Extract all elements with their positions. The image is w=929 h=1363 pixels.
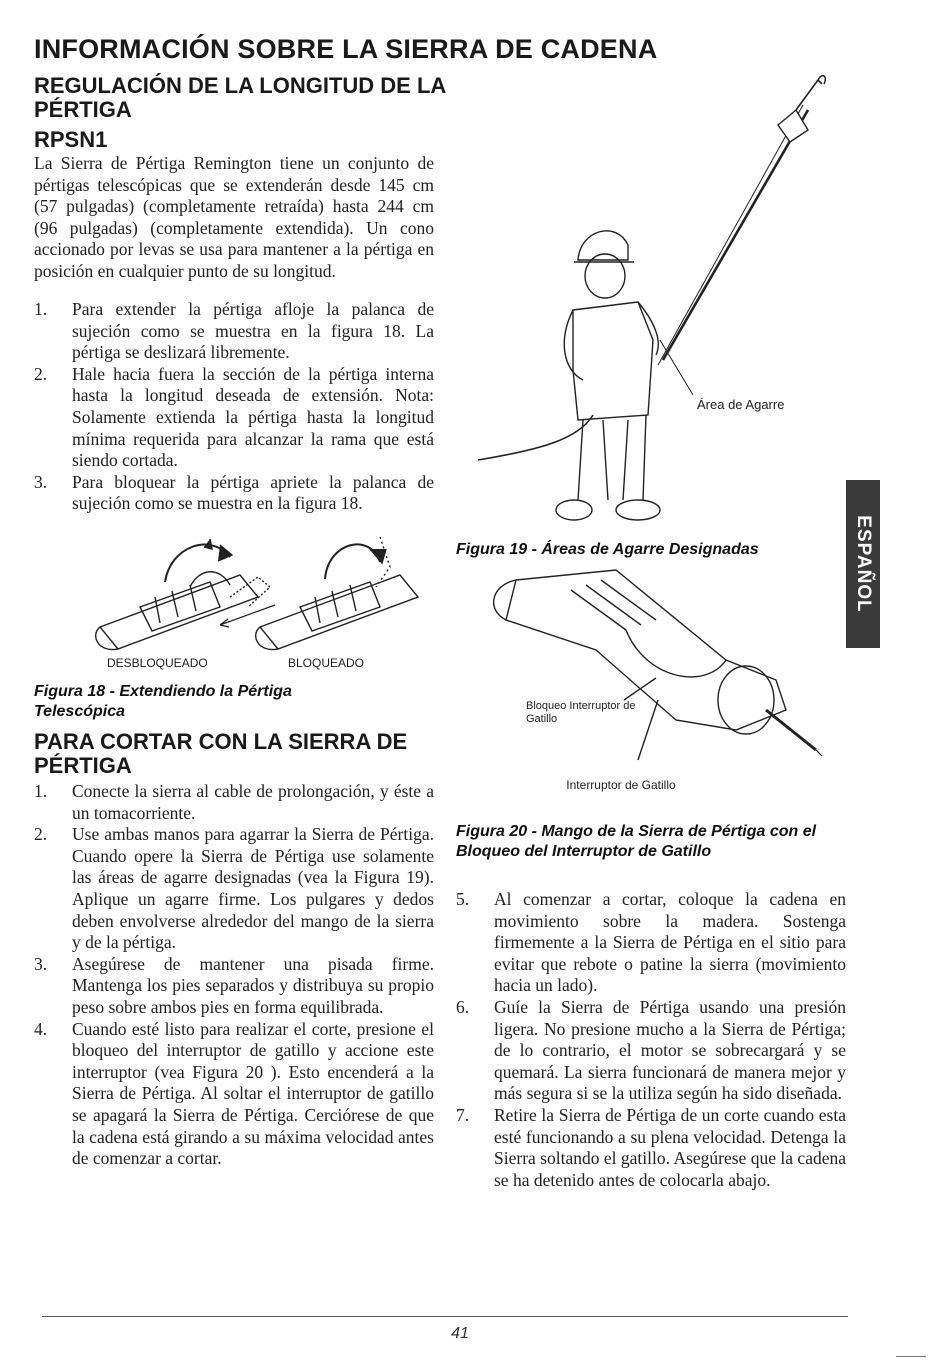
model-subheading: RPSN1 (34, 127, 108, 152)
figure-19-caption: Figura 19 - Áreas de Agarre Designadas (456, 541, 759, 558)
step-text: Conecte la sierra al cable de prolongación, y éste a un tomacorriente. (72, 781, 434, 823)
figure-18-label-unlocked: DESBLOQUEADO (107, 656, 208, 670)
step-number: 3. (34, 471, 48, 492)
step-text: Retire la Sierra de Pértiga de un corte cuando esta esté funcionando a su plena velocidad. Detenga la Sierra soltando el gatillo. Asegúrese que la cadena se ha detenido antes de colocarla abajo. (494, 1104, 846, 1190)
figure-20-label-trigger-lock: Bloqueo Interruptor de Gatillo (526, 700, 636, 725)
language-tab-label: ESPAÑOL (853, 515, 874, 613)
section-intro-paragraph: La Sierra de Pértiga Remington tiene un conjunto de pértigas telescópicas que se extenderán desde 145 cm (57 pulgadas) (completamente retraída) hasta 244 cm (96 pulgadas) (completamente extendida). Un cono accionado por levas se usa para mantener a la pértiga en posición en cualquier punto de su longitud. (34, 153, 434, 281)
figure-19-label-grip-area: Área de Agarre (697, 397, 785, 412)
list-item (34, 824, 434, 954)
step-number: 4. (34, 1018, 48, 1039)
step-number: 1. (34, 299, 48, 319)
list-item (34, 364, 434, 472)
list-item (34, 472, 434, 515)
list-item (456, 889, 846, 997)
figure-20-illustration (476, 560, 826, 780)
step-text: Use ambas manos para agarrar la Sierra de Pértiga. Cuando opere la Sierra de Pértiga use solamente las áreas de agarre designadas (vea la Figura 19). Aplique un agarre firme. Los pulgares y dedos deben envolverse alrededor del mango de la sierra y de la pértiga. (72, 824, 434, 953)
figure-20-label-trigger: Interruptor de Gatillo (566, 778, 676, 792)
step-text: Hale hacia fuera la sección de la pértiga interna hasta la longitud deseada de extensión. Nota: Solamente extienda la pértiga hasta la longitud mínima requerida para alcanzar la rama que está siendo cortada. (72, 363, 434, 471)
language-side-tab (846, 480, 880, 648)
step-text: Cuando esté listo para realizar el corte, presione el bloqueo del interruptor de gatillo y accione este interruptor (vea Figura 20 ). Esto encenderá a la Sierra de Pértiga. Al soltar el interruptor de gatillo se apagará la Sierra de Pértiga. Cerciórese de que la cadena está girando a su máxima velocidad antes de comenzar a cortar. (72, 1018, 434, 1169)
list-item (34, 299, 434, 364)
unlocked-clamp-drawing (96, 539, 270, 650)
step-number: 1. (34, 781, 48, 801)
section-heading-cutting: PARA CORTAR CON LA SIERRA DE PÉRTIGA (34, 729, 408, 778)
section-heading-pole-length: REGULACIÓN DE LA LONGITUD DE LA PÉRTIGA (34, 73, 446, 122)
page-title: INFORMACIÓN SOBRE LA SIERRA DE CADENA (34, 34, 658, 64)
step-number: 3. (34, 953, 48, 974)
figure-18-label-locked: BLOQUEADO (288, 656, 365, 670)
step-text: Guíe la Sierra de Pértiga usando una presión ligera. No presione mucho a la Sierra de Pértiga; de lo contrario, el motor se sobrecargará y se quemará. La sierra funcionará de manera mejor y más segura si se la utiliza según ha sido diseñada. (494, 996, 846, 1104)
corner-mark (896, 1356, 926, 1357)
list-item (34, 954, 434, 1019)
step-number: 6. (456, 996, 470, 1017)
list-item (456, 1105, 846, 1191)
list-item (34, 1019, 434, 1170)
step-text: Para extender la pértiga afloje la palanca de sujeción como se muestra en la figura 18. La pértiga se deslizará libremente. (72, 299, 434, 363)
page-number: 41 (451, 1325, 469, 1342)
list-item (34, 781, 434, 824)
footer-divider (42, 1316, 848, 1317)
locked-clamp-drawing (256, 537, 418, 650)
figure-18-illustration (80, 527, 440, 667)
cutting-steps-column-2 (456, 889, 846, 1191)
figure-18-caption: Figura 18 - Extendiendo la Pértiga Telescópica (34, 683, 292, 720)
step-number: 7. (456, 1104, 470, 1125)
pole-length-steps (34, 299, 434, 515)
step-text: Asegúrese de mantener una pisada firme. Mantenga los pies separados y distribuya su propio peso sobre ambos pies en forma equilibrada. (72, 953, 434, 1017)
step-number: 2. (34, 824, 48, 845)
cutting-steps-column-1 (34, 781, 434, 1170)
list-item (456, 997, 846, 1105)
step-number: 2. (34, 363, 48, 384)
step-text: Al comenzar a cortar, coloque la cadena en movimiento sobre la madera. Sostenga firmemente a la Sierra de Pértiga en el sitio para evitar que rebote o patine la sierra (movimiento hacia un lado). (494, 889, 846, 996)
step-number: 5. (456, 889, 470, 909)
figure-20-caption: Figura 20 - Mango de la Sierra de Pértiga con el Bloqueo del Interruptor de Gatillo (456, 823, 817, 860)
step-text: Para bloquear la pértiga apriete la palanca de sujeción como se muestra en la figura 18. (72, 471, 434, 514)
figure-19-illustration (478, 70, 838, 530)
